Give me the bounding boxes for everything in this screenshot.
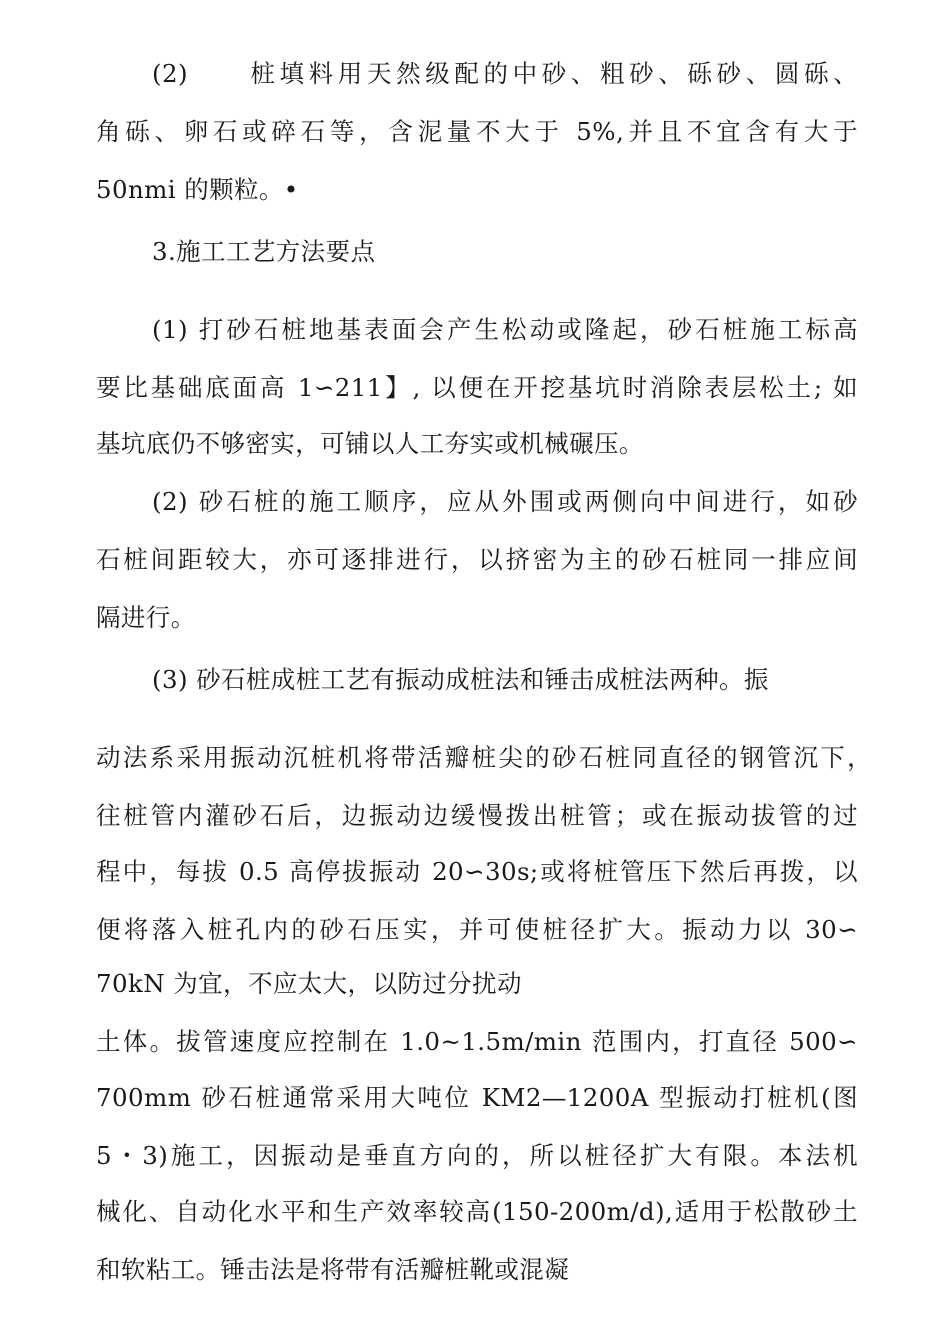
text-line: 石桩间距较大，亦可逐排进行，以挤密为主的砂石桩同一排应间	[96, 545, 858, 574]
text-line: 70kN 为宜，不应太大，以防过分扰动	[96, 969, 522, 998]
text-line: 5・3)施工，因振动是垂直方向的，所以桩径扩大有限。本法机	[96, 1141, 858, 1170]
text-line: (1) 打砂石桩地基表面会产生松动或隆起，砂石桩施工标高	[152, 315, 858, 344]
text-line: 和软粘工。锤击法是将带有活瓣桩靴或混凝	[96, 1255, 570, 1284]
text-line: 械化、自动化水平和生产效率较高(150-200m/d),适用于松散砂土	[96, 1197, 858, 1226]
text-line: 土体。拔管速度应控制在 1.0~1.5m/min 范围内，打直径 500∽	[96, 1027, 858, 1056]
text-line: 便将落入桩孔内的砂石压实，并可使桩径扩大。振动力以 30∽	[96, 915, 858, 944]
text-line: 程中，每拔 0.5 高停拔振动 20∽30s;或将桩管压下然后再拨，以	[96, 857, 858, 886]
text-line: 动法系采用振动沉桩机将带活瓣桩尖的砂石桩同直径的钢管沉下，	[96, 743, 872, 772]
text-line: 隔进行。	[96, 603, 196, 632]
text-line: 角砾、卵石或碎石等，含泥量不大于 5%,并且不宜含有大于	[96, 117, 858, 146]
text-line: (3) 砂石桩成桩工艺有振动成桩法和锤击成桩法两种。振	[152, 665, 769, 694]
text-line: 往桩管内灌砂石后，边振动边缓慢拨出桩管；或在振动拔管的过	[96, 801, 858, 830]
text-line: (2) 桩填料用天然级配的中砂、粗砂、砾砂、圆砾、	[152, 59, 858, 88]
text-line: (2) 砂石桩的施工顺序，应从外围或两侧向中间进行，如砂	[152, 487, 858, 516]
text-line: 700mm 砂石桩通常采用大吨位 KM2—1200A 型振动打桩机(图	[96, 1083, 858, 1112]
section-heading: 3.施工工艺方法要点	[152, 237, 376, 266]
text-line: 基坑底仍不够密实，可铺以人工夯实或机械碾压。	[96, 429, 644, 458]
text-line: 要比基础底面高 1∽211】, 以便在开挖基坑时消除表层松土; 如	[96, 373, 858, 402]
text-line: 50nmi 的颗粒。•	[96, 175, 299, 204]
